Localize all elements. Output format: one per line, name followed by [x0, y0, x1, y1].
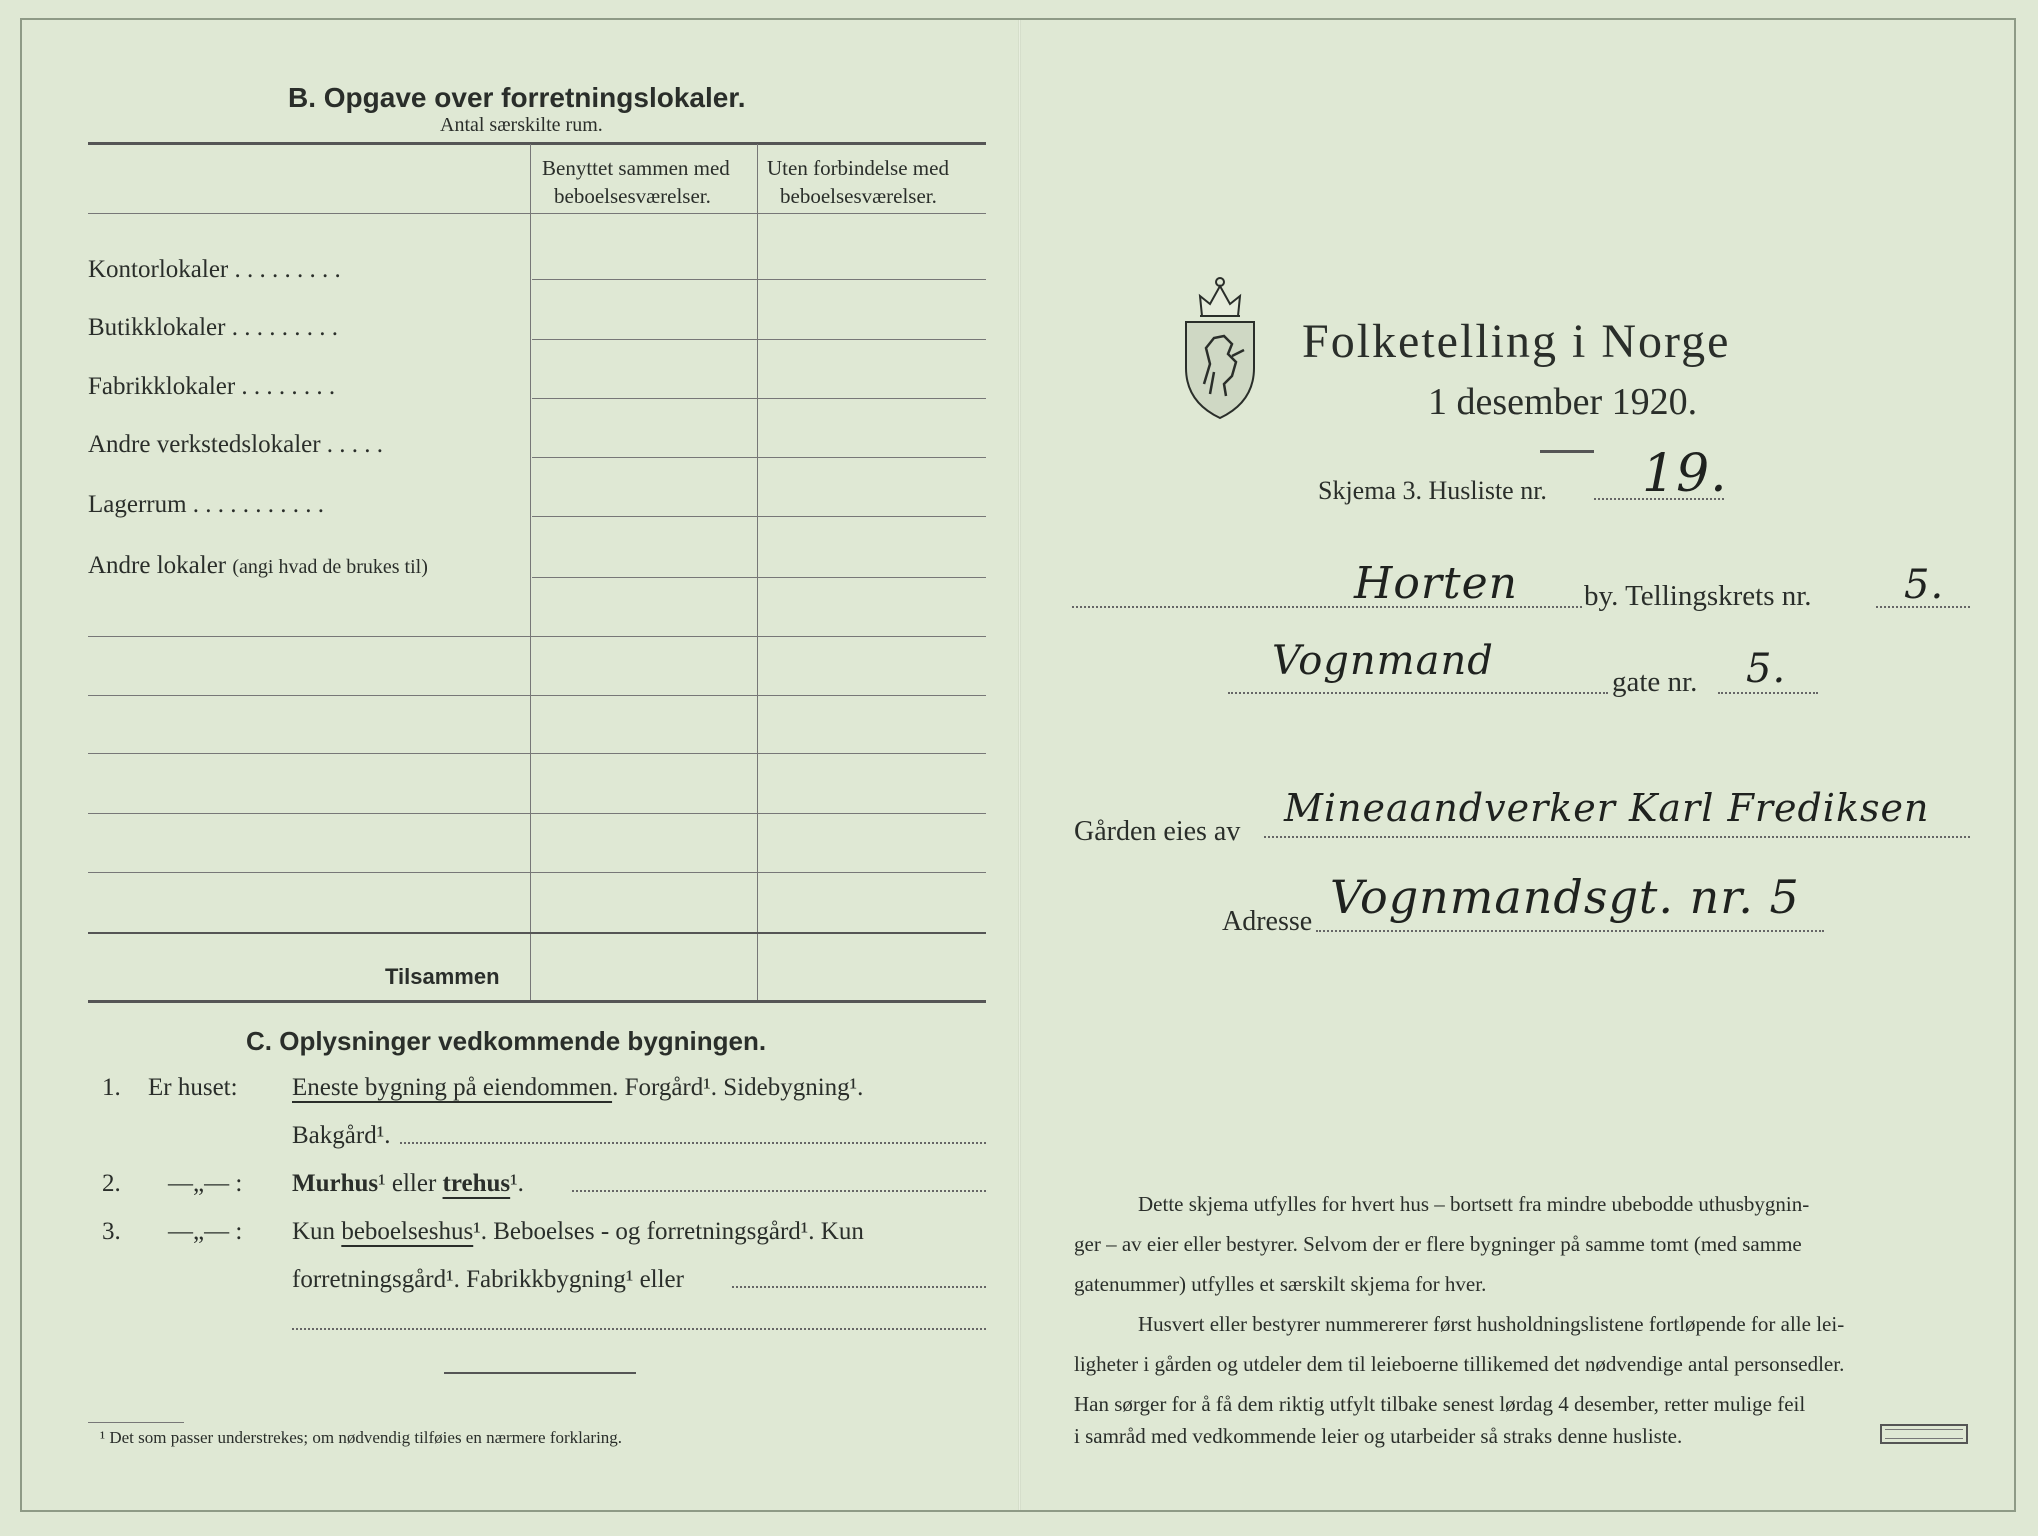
date-underline	[1540, 450, 1594, 453]
row-rule	[88, 753, 986, 754]
row-rule	[532, 279, 986, 280]
gate-nr-line	[1718, 692, 1818, 694]
by-label: by. Tellingskrets nr.	[1584, 580, 1812, 612]
footnote: ¹ Det som passer understrekes; om nødvendig tilføies en nærmere forklaring.	[100, 1428, 623, 1447]
section-b-subtitle: Antal særskilte rum.	[440, 114, 603, 136]
adresse-line	[1316, 930, 1824, 932]
table-top-rule	[88, 142, 986, 145]
item3-options	[292, 1218, 864, 1246]
item3-lead: —„— :	[168, 1218, 243, 1245]
item3-kun: Kun	[292, 1218, 336, 1245]
gate-label: gate nr.	[1612, 666, 1698, 698]
andre-lokaler-note: (angi hvad de brukes til)	[232, 556, 428, 578]
item1-option-eneste-bygning: Eneste bygning på eiendommen	[292, 1074, 613, 1101]
row-rule	[88, 872, 986, 873]
instruction-line: ger – av eier eller bestyrer. Selvom der er flere bygninger på samme tomt (med samme	[1074, 1232, 1802, 1256]
row-rule	[88, 695, 986, 696]
eier-value: Mineaandverker Karl Frediksen	[1284, 786, 1930, 830]
adresse-label: Adresse	[1222, 906, 1313, 937]
census-date: 1 desember 1920.	[1428, 381, 1698, 423]
instruction-line: Husvert eller bestyrer nummererer først husholdningslistene fortløpende for alle lei-	[1138, 1312, 1845, 1336]
table-header-rule	[88, 213, 986, 214]
item1-line2: Bakgård¹.	[292, 1122, 391, 1149]
adresse-value: Vognmandsgt. nr. 5	[1330, 870, 1800, 924]
item1-options	[292, 1074, 863, 1102]
instruction-line: ligheter i gården og utdeler dem til leieboerne tillikemed det nødvendige antal personsedler.	[1074, 1352, 1845, 1376]
item3-number: 3.	[102, 1218, 121, 1245]
row-rule	[532, 398, 986, 399]
row-lagerrum: Lagerrum . . . . . . . . . . .	[88, 491, 325, 518]
row-rule	[532, 457, 986, 458]
instruction-line: Dette skjema utfylles for hvert hus – bortsett fra mindre ubebodde uthusbygnin-	[1138, 1192, 1810, 1216]
section-c-title: C. Oplysninger vedkommende bygningen.	[246, 1026, 767, 1056]
eier-line	[1264, 836, 1970, 838]
printer-stamp	[1880, 1424, 1968, 1444]
row-rule	[88, 636, 986, 637]
item3-fill-line	[732, 1286, 986, 1288]
row-rule	[532, 577, 986, 578]
item2-option-murhus: Murhus	[292, 1170, 379, 1197]
footnote-separator	[444, 1372, 636, 1374]
instruction-line: Han sørger for å få dem riktig utfylt tilbake senest lørdag 4 desember, retter mulige feil	[1074, 1392, 1806, 1416]
item1-number: 1.	[102, 1074, 121, 1101]
eier-label: Gården eies av	[1074, 816, 1241, 847]
tellingskrets-nr-value: 5.	[1904, 562, 1945, 608]
row-andre-verkstedslokaler: Andre verkstedslokaler . . . . .	[88, 431, 384, 458]
item1-other-options: . Forgård¹. Sidebygning¹.	[612, 1074, 864, 1101]
section-b-title: B. Opgave over forretningslokaler.	[288, 82, 746, 113]
skjema-label: Skjema 3. Husliste nr.	[1318, 476, 1547, 505]
row-butikklokaler: Butikklokaler . . . . . . . . .	[88, 314, 338, 341]
by-line	[1072, 606, 1582, 608]
row-kontorlokaler: Kontorlokaler . . . . . . . . .	[88, 256, 341, 283]
item2-options	[292, 1170, 524, 1198]
total-label: Tilsammen	[385, 964, 500, 989]
row-fabrikklokaler: Fabrikklokaler . . . . . . . .	[88, 373, 336, 400]
row-rule	[532, 516, 986, 517]
col2-header-line1: Uten forbindelse med	[767, 156, 949, 180]
gate-line	[1228, 692, 1608, 694]
tellingskrets-nr-line	[1876, 606, 1970, 608]
row-rule	[88, 813, 986, 814]
item2-lead: —„— :	[168, 1170, 243, 1197]
item2-number: 2.	[102, 1170, 121, 1197]
form-title: Folketelling i Norge	[1302, 315, 1731, 368]
row-rule	[532, 339, 986, 340]
center-fold	[1018, 20, 1021, 1510]
col1-header-line1: Benyttet sammen med	[542, 156, 730, 180]
item1-lead: Er huset:	[148, 1074, 238, 1101]
gate-value: Vognmand	[1272, 638, 1494, 684]
item2-end: ¹.	[510, 1170, 524, 1197]
item3-option-beboelseshus: beboelseshus	[341, 1218, 474, 1245]
husliste-nr-value: 19.	[1642, 444, 1728, 504]
item3-other-options: ¹. Beboelses - og forretningsgård¹. Kun	[473, 1218, 864, 1245]
col1-header-line2: beboelsesværelser.	[554, 184, 711, 208]
by-value: Horten	[1354, 558, 1518, 609]
instruction-line: gatenummer) utfylles et særskilt skjema for hver.	[1074, 1272, 1487, 1296]
husliste-nr-line	[1594, 498, 1724, 500]
item2-mid: ¹ eller	[378, 1170, 437, 1197]
total-rule-top	[88, 932, 986, 934]
footnote-rule	[88, 1422, 184, 1423]
table-bottom-rule	[88, 1000, 986, 1003]
norwegian-coat-of-arms	[1180, 272, 1260, 420]
item2-option-trehus: trehus	[442, 1170, 511, 1197]
item1-fill-line	[400, 1142, 986, 1144]
col2-header-line2: beboelsesværelser.	[780, 184, 937, 208]
gate-nr-value: 5.	[1746, 646, 1787, 692]
item3-fill-line-2	[292, 1328, 986, 1330]
instruction-line: i samråd med vedkommende leier og utarbeider så straks denne husliste.	[1074, 1424, 1683, 1448]
item2-fill-line	[572, 1190, 986, 1192]
row-andre-lokaler	[88, 552, 428, 580]
item3-line2: forretningsgård¹. Fabrikkbygning¹ eller	[292, 1266, 684, 1293]
andre-lokaler-label: Andre lokaler	[88, 552, 227, 579]
